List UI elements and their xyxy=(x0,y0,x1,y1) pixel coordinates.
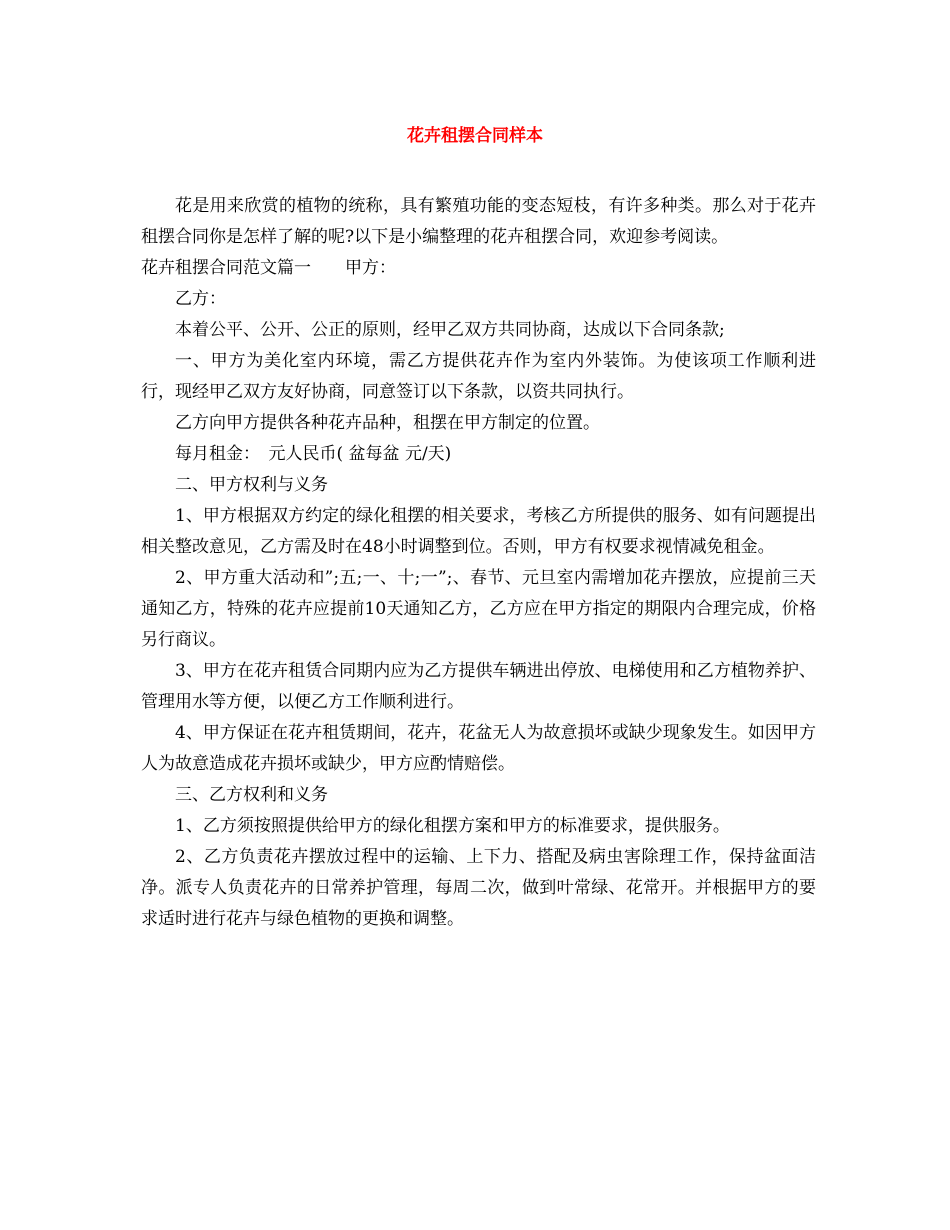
paragraph-section-2-heading: 二、甲方权利与义务 xyxy=(175,475,328,495)
paragraph-section-2-item-3: 3、甲方在花卉租赁合同期内应为乙方提供车辆进出停放、电梯使用和乙方植物养护、管理用水等方便，以便乙方工作顺利进行。 xyxy=(141,661,816,712)
paragraph-section-3-item-2: 2、乙方负责花卉摆放过程中的运输、上下力、搭配及病虫害除理工作，保持盆面洁净。派专人负责花卉的日常养护管理，每周二次，做到叶常绿、花常开。并根据甲方的要求适时进行花卉与绿色植物的更换和调整。 xyxy=(141,847,816,929)
paragraph-heading-party-a: 花卉租摆合同范文篇一 甲方： xyxy=(141,258,396,278)
paragraph-section-3-item-1: 1、乙方须按照提供给甲方的绿化租摆方案和甲方的标准要求，提供服务。 xyxy=(175,816,730,836)
paragraph-principle: 本着公平、公开、公正的原则，经甲乙双方共同协商，达成以下合同条款; xyxy=(175,320,725,340)
paragraph-supply: 乙方向甲方提供各种花卉品种，租摆在甲方制定的位置。 xyxy=(175,413,600,433)
paragraph-section-3-heading: 三、乙方权利和义务 xyxy=(175,785,328,805)
paragraph-section-1: 一、甲方为美化室内环境，需乙方提供花卉作为室内外装饰。为使该项工作顺利进行，现经甲乙双方友好协商，同意签订以下条款，以资共同执行。 xyxy=(141,351,816,402)
paragraph-section-2-item-1: 1、甲方根据双方约定的绿化租摆的相关要求，考核乙方所提供的服务、如有问题提出相关整改意见，乙方需及时在48小时调整到位。否则，甲方有权要求视情减免租金。 xyxy=(141,506,816,557)
paragraph-rent: 每月租金： 元人民币( 盆每盆 元/天) xyxy=(175,444,452,464)
document-body xyxy=(141,191,816,935)
paragraph-section-2-item-2: 2、甲方重大活动和”;五;一、十;一”;、春节、元旦室内需增加花卉摆放，应提前三天通知乙方，特殊的花卉应提前10天通知乙方，乙方应在甲方指定的期限内合理完成，价格另行商议。 xyxy=(141,568,816,650)
paragraph-intro: 花是用来欣赏的植物的统称，具有繁殖功能的变态短枝，有许多种类。那么对于花卉租摆合同你是怎样了解的呢?以下是小编整理的花卉租摆合同，欢迎参考阅读。 xyxy=(141,196,816,247)
paragraph-section-2-item-4: 4、甲方保证在花卉租赁期间，花卉，花盆无人为故意损坏或缺少现象发生。如因甲方人为故意造成花卉损坏或缺少，甲方应酌情赔偿。 xyxy=(141,723,816,774)
document-title: 花卉租摆合同样本 xyxy=(407,126,543,146)
paragraph-party-b: 乙方： xyxy=(175,289,226,309)
